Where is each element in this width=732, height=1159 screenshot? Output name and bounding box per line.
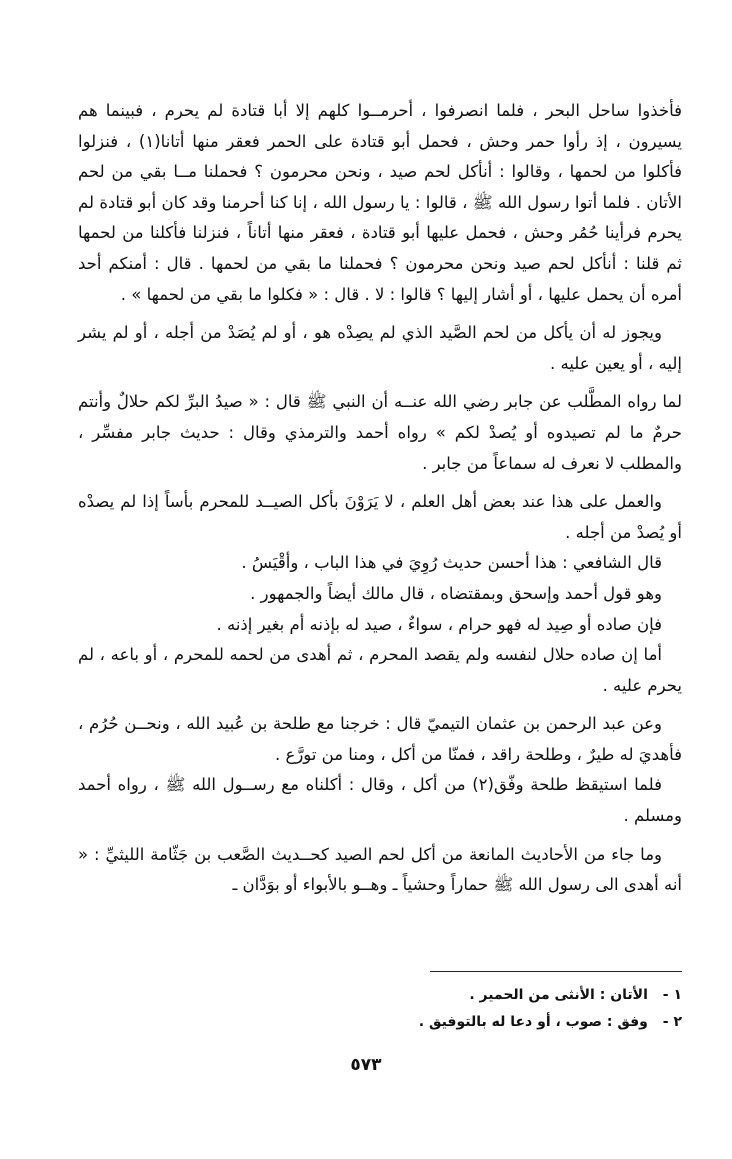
footnote-text: الأتان : الأنثى من الحمير . (469, 987, 648, 1003)
footnote-number: ١ - (662, 987, 682, 1003)
page-number: ٥٧٣ (350, 1055, 382, 1075)
paragraph-3: لما رواه المطَّلب عن جابر رضي الله عنــه أن النبي ﷺ قال : « صيدُ البرِّ لكم حلالٌ وأنتم حرمٌ ما لم تصيدوه أو يُصدْ لكم » رواه أحمد والترمذي وقال : حديث جابر مفسِّر ، والمطلب لا نعرف له سماعاً من جابر . (78, 392, 682, 473)
footnote-1 (78, 982, 682, 1009)
paragraph-5: قال الشافعي : هذا أحسن حديث رُوِيَ في هذا الباب ، وأقْيَسُ . (241, 553, 662, 573)
paragraph-2: ويجوز له أن يأكل من لحم الصَّيد الذي لم يصِدْه هو ، أو لم يُصَدْ من أجله ، أو لم يشر إليه ، أو يعين عليه . (78, 323, 682, 373)
footnote-text: وفق : صوب ، أو دعا له بالتوفيق . (418, 1014, 648, 1030)
footnote-number: ٢ - (662, 1014, 682, 1030)
main-text (78, 96, 682, 901)
footnote-2 (78, 1009, 682, 1036)
paragraph-8: أما إن صاده حلال لنفسه ولم يقصد المحرم ، ثم أهدى من لحمه للمحرم ، أو باعه ، لم يحرم عليه . (78, 645, 682, 695)
paragraph-7: فإن صاده أو صِيد له فهو حرام ، سواءٌ ، صيد له بإذنه أم بغير إذنه . (216, 614, 662, 634)
paragraph-6: وهو قول أحمد وإسحق وبمقتضاه ، قال مالك أيضاً والجمهور . (250, 583, 662, 603)
paragraph-11: وما جاء من الأحاديث المانعة من أكل لحم الصيد كحــديث الصَّعب بن جَثّامة الليثيِّ : « أنه أهدى الى رسول الله ﷺ حماراً وحشياً ـ وهــو بالأبواء أو بوَدَّان ـ (78, 844, 682, 895)
footnote-separator (430, 971, 682, 972)
paragraph-9: وعن عبد الرحمن بن عثمان التيميّ قال : خرجنا مع طلحة بن عُبيد الله ، ونحــن حُرُم ، فأهديَ له طيرٌ ، وطلحة راقد ، فمنّا من أكل ، ومنا من تورَّع . (78, 714, 682, 764)
paragraph-1: فأخذوا ساحل البحر ، فلما انصرفوا ، أحرمــوا كلهم إلا أبا قتادة لم يحرم ، فبينما هم يسيرون ، إذ رأوا حمر وحش ، فحمل أبو قتادة على الحمر فعقر منها أتانا(١) ، فنزلوا فأكلوا من لحمها ، وقالوا : أنأكل لحم صيد ، ونحن محرمون ؟ فحملنا مــا بقي من لحم الأتان . فلما أتوا رسول الله ﷺ ، قالوا : يا رسول الله ، إنا كنا أحرمنا وقد كان أبو قتادة لم يحرم فرأينا حُمُر وحش ، فحمل عليها أبو قتادة ، فعقر منها أتاناً ، فنزلنا فأكلنا من لحمها ثم قلنا : أنأكل لحم صيد ونحن محرمون ؟ فحملنا ما بقي من لحمها . قال : أمنكم أحد أمره أن يحمل عليها ، أو أشار إليها ؟ قالوا : لا . قال : « فكلوا ما بقي من لحمها » . (78, 101, 682, 304)
paragraph-10: فلما استيقظ طلحة وفّق(٢) من أكل ، وقال : أكلناه مع رســول الله ﷺ ، رواه أحمد ومسلم . (78, 775, 682, 826)
footnotes (78, 982, 682, 1036)
paragraph-4: والعمل على هذا عند بعض أهل العلم ، لا يَرَوْنَ بأكل الصيــد للمحرم بأساً إذا لم يصدْه أو يُصدْ من أجله . (78, 492, 682, 542)
